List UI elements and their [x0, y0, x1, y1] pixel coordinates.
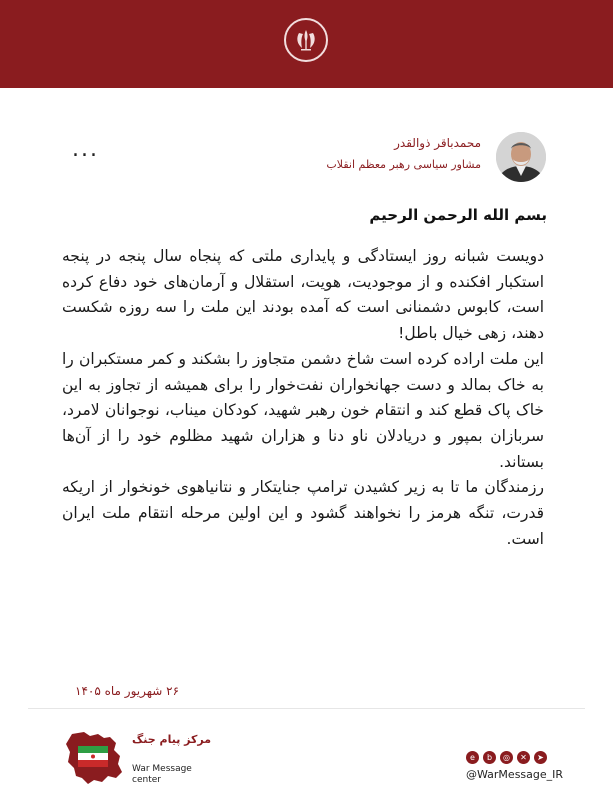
header-bar — [0, 0, 613, 88]
eitaa-icon[interactable]: e — [466, 751, 479, 764]
iran-map-logo-icon — [64, 728, 126, 792]
author-avatar — [496, 132, 546, 182]
social-icons-row — [466, 751, 547, 764]
post-paragraph: دویست شبانه روز ایستادگی و پایداری ملتی که پنجاه سال پنجه در پنجه استکبار افکنده و از موجودیت، هویت، استقلال و آرمان‌های خود دفاع کرده است، کابوس دشمنانی است که آمده بودند این ملت را سه روزه شکست دهند، زهی خیال باطل! — [62, 247, 544, 343]
more-options-button[interactable]: ... — [72, 137, 99, 162]
author-title: مشاور سیاسی رهبر معظم انقلاب — [326, 158, 481, 171]
footer-divider — [28, 708, 585, 709]
post-paragraph: این ملت اراده کرده است شاخ دشمن متجاوز را بشکند و کمر مستکبران را به خاک بمالد و دست جهانخواران نفت‌خوار را برای همیشه از تجاوز به این خاک پاک قطع کند و انتقام خون رهبر شهید، کودکان میناب، نوجوانان لامرد، سربازان بمپور و دریادلان ناو دنا و هزاران شهید مظلوم خود را از آن‌ها بستاند. — [62, 349, 544, 471]
logo-subtitle — [132, 764, 192, 786]
logo-title: مرکز پیام جنگ — [132, 733, 212, 746]
bismillah-heading: بسم الله الرحمن الرحیم — [369, 206, 547, 224]
iran-emblem-icon — [284, 18, 328, 62]
logo-subtitle-line: center — [132, 775, 161, 785]
social-handle[interactable] — [466, 768, 563, 781]
instagram-icon[interactable]: ◎ — [500, 751, 513, 764]
post-date: ۲۶ شهریور ماه ۱۴۰۵ — [75, 684, 180, 698]
post-paragraph: رزمندگان ما تا به زیر کشیدن ترامپ جنایتکار و نتانیاهوی خونخوار از اریکه قدرت، تنگه هرمز را نخواهند گشود و این اولین مرحله انتقام ملت ایران است. — [62, 478, 544, 548]
logo-subtitle-line: War Message — [132, 764, 192, 774]
social-handle-text[interactable]: @WarMessage_IR — [466, 768, 564, 781]
x-icon[interactable]: ✕ — [517, 751, 530, 764]
telegram-icon[interactable]: ➤ — [534, 751, 547, 764]
bale-icon[interactable]: b — [483, 751, 496, 764]
author-name[interactable]: محمدباقر ذوالقدر — [394, 136, 481, 150]
post-body — [62, 244, 544, 552]
